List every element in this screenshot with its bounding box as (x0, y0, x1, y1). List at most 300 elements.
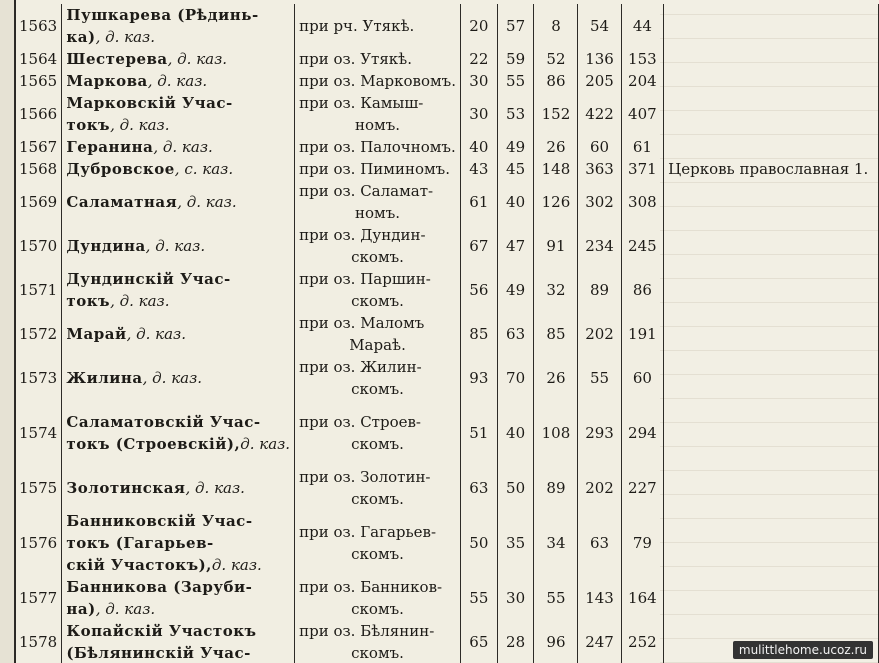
name-line (66, 70, 290, 92)
value-v3-text: 26 (546, 138, 566, 156)
value-v3 (534, 466, 578, 510)
value-v3 (534, 136, 578, 158)
name-text: Марковскій Учас- (66, 94, 233, 112)
value-v3 (534, 4, 578, 48)
table-row (15, 48, 879, 70)
value-v4 (578, 158, 621, 180)
value-v5-text: 153 (628, 50, 657, 68)
location-line: скомъ. (351, 248, 404, 266)
value-v1-text: 63 (469, 479, 489, 497)
name-text: скій Участокъ), (66, 556, 212, 574)
value-v3-text: 8 (551, 17, 561, 35)
settlement-name (62, 620, 295, 663)
name-line (66, 554, 290, 576)
settlement-type: , д. каз. (145, 237, 206, 255)
settlement-type: , д. каз. (167, 50, 228, 68)
value-v2 (497, 48, 534, 70)
value-v5-text: 227 (628, 479, 657, 497)
value-v4 (578, 224, 621, 268)
value-v5 (621, 4, 664, 48)
name-text: ка) (66, 28, 96, 46)
name-text: Дундина (66, 237, 146, 255)
name-text: токъ (Гагарьев- (66, 534, 214, 552)
value-v4-text: 54 (590, 17, 610, 35)
value-v4-text: 55 (590, 369, 610, 387)
name-text: Шестерева (66, 50, 168, 68)
value-v3-text: 52 (546, 50, 566, 68)
value-v3-text: 55 (546, 589, 566, 607)
value-v1-text: 51 (469, 424, 489, 442)
settlement-type: , д. каз. (142, 369, 203, 387)
location-line: скомъ. (351, 545, 404, 563)
value-v2-text: 49 (506, 281, 526, 299)
value-v2-text: 40 (506, 424, 526, 442)
value-v5-text: 407 (628, 105, 657, 123)
remark (664, 268, 879, 312)
value-v2 (497, 356, 534, 400)
remark (664, 356, 879, 400)
name-line (66, 510, 290, 532)
location-line: при оз. Жилин- (299, 358, 422, 376)
value-v3 (534, 224, 578, 268)
value-v2 (497, 620, 534, 663)
name-line (66, 367, 290, 389)
name-text: токъ (66, 292, 111, 310)
name-line (66, 290, 290, 312)
settlement-type: , д. каз. (177, 193, 237, 211)
value-v3-text: 85 (546, 325, 566, 343)
value-v5 (621, 180, 664, 224)
value-v3-text: 89 (546, 479, 566, 497)
remark (664, 510, 879, 576)
location-line: скомъ. (351, 600, 404, 618)
name-line (66, 235, 290, 257)
value-v3-text: 34 (546, 534, 566, 552)
row-number-value: 1564 (19, 50, 58, 68)
name-line (66, 620, 290, 642)
name-text: Золотинская (66, 479, 186, 497)
value-v1-text: 20 (469, 17, 489, 35)
name-line (66, 411, 290, 433)
name-text: на) (66, 600, 96, 618)
value-v3 (534, 92, 578, 136)
name-text: Марай (66, 325, 127, 343)
row-number (15, 92, 62, 136)
value-v5-text: 245 (628, 237, 657, 255)
value-v3 (534, 620, 578, 663)
watermark: mulittlehome.ucoz.ru (733, 641, 873, 659)
name-line (66, 477, 290, 499)
value-v2-text: 35 (506, 534, 526, 552)
row-number (15, 180, 62, 224)
remark (664, 312, 879, 356)
value-v4 (578, 48, 621, 70)
value-v1-text: 40 (469, 138, 489, 156)
value-v2 (497, 224, 534, 268)
value-v1 (460, 158, 497, 180)
row-number (15, 268, 62, 312)
value-v4 (578, 510, 621, 576)
value-v2-text: 70 (506, 369, 526, 387)
location (295, 576, 461, 620)
location-line: при оз. Паршин- (299, 270, 431, 288)
value-v1 (460, 136, 497, 158)
settlement-name (62, 180, 295, 224)
value-v3-text: 96 (546, 633, 566, 651)
remark (664, 92, 879, 136)
location (295, 400, 461, 466)
value-v2-text: 45 (506, 160, 526, 178)
row-number-value: 1569 (19, 193, 58, 211)
value-v2 (497, 576, 534, 620)
location-line: при оз. Дундин- (299, 226, 426, 244)
value-v1-text: 43 (469, 160, 489, 178)
value-v5-text: 191 (628, 325, 657, 343)
value-v4-text: 60 (590, 138, 610, 156)
table-row (15, 4, 879, 48)
value-v3 (534, 180, 578, 224)
settlement-name (62, 466, 295, 510)
name-text: Саламатная (66, 193, 178, 211)
value-v2 (497, 466, 534, 510)
value-v3-text: 148 (541, 160, 571, 178)
row-number-value: 1570 (19, 237, 58, 255)
settlement-type: , д. каз. (147, 72, 208, 90)
value-v5 (621, 466, 664, 510)
table-row (15, 136, 879, 158)
value-v2-text: 57 (506, 17, 526, 35)
settlement-type: , д. каз. (95, 600, 156, 618)
remark (664, 400, 879, 466)
value-v1 (460, 510, 497, 576)
location (295, 70, 461, 92)
value-v5 (621, 48, 664, 70)
value-v5-text: 86 (632, 281, 652, 299)
value-v3 (534, 356, 578, 400)
value-v3 (534, 268, 578, 312)
name-text: Саламатовскій Учас- (66, 413, 261, 431)
value-v2-text: 59 (506, 50, 526, 68)
value-v2-text: 30 (506, 589, 526, 607)
row-number-value: 1571 (19, 281, 58, 299)
value-v3 (534, 158, 578, 180)
remark (664, 4, 879, 48)
settlement-name (62, 356, 295, 400)
name-text: Жилина (66, 369, 143, 387)
value-v2 (497, 180, 534, 224)
remark-text: Церковь православная 1. (668, 160, 869, 178)
settlement-name (62, 576, 295, 620)
name-line (66, 433, 290, 455)
location-line: при оз. Палочномъ. (299, 138, 456, 156)
location-line: номъ. (355, 116, 401, 134)
location-line: при оз. Золотин- (299, 468, 431, 486)
settlement-name (62, 92, 295, 136)
value-v2 (497, 4, 534, 48)
value-v4 (578, 268, 621, 312)
name-text: Геранина (66, 138, 154, 156)
value-v5-text: 60 (632, 369, 652, 387)
location (295, 312, 461, 356)
value-v3-text: 26 (546, 369, 566, 387)
settlement-register-table (14, 4, 879, 663)
location-line: при оз. Пиминомъ. (299, 160, 450, 178)
value-v1-text: 65 (469, 633, 489, 651)
value-v4-text: 302 (585, 193, 614, 211)
remark (664, 158, 879, 180)
value-v2 (497, 400, 534, 466)
value-v4-text: 89 (590, 281, 610, 299)
name-line (66, 158, 290, 180)
settlement-name (62, 48, 295, 70)
value-v3-text: 32 (546, 281, 566, 299)
row-number-value: 1574 (19, 424, 58, 442)
location (295, 158, 461, 180)
value-v1-text: 93 (469, 369, 489, 387)
value-v4-text: 422 (585, 105, 614, 123)
value-v1 (460, 400, 497, 466)
location (295, 268, 461, 312)
value-v3 (534, 48, 578, 70)
settlement-name (62, 268, 295, 312)
value-v2 (497, 510, 534, 576)
location (295, 224, 461, 268)
row-number (15, 400, 62, 466)
row-number-value: 1565 (19, 72, 58, 90)
value-v2-text: 47 (506, 237, 526, 255)
row-number (15, 158, 62, 180)
value-v2 (497, 268, 534, 312)
table-row (15, 224, 879, 268)
value-v2 (497, 158, 534, 180)
location-line: при оз. Бѣлянин- (299, 622, 435, 640)
settlement-name (62, 158, 295, 180)
name-line (66, 26, 290, 48)
row-number (15, 48, 62, 70)
table-row (15, 510, 879, 576)
value-v2 (497, 92, 534, 136)
location-line: при оз. Утякѣ. (299, 50, 412, 68)
settlement-name (62, 4, 295, 48)
value-v4 (578, 400, 621, 466)
name-line (66, 114, 290, 136)
register-body (15, 4, 879, 663)
value-v4-text: 63 (590, 534, 610, 552)
row-number-value: 1575 (19, 479, 58, 497)
row-number (15, 4, 62, 48)
value-v2-text: 53 (506, 105, 526, 123)
value-v3-text: 152 (541, 105, 571, 123)
value-v3-text: 108 (541, 424, 571, 442)
value-v5 (621, 312, 664, 356)
value-v2-text: 40 (506, 193, 526, 211)
row-number (15, 466, 62, 510)
value-v1 (460, 620, 497, 663)
settlement-type: , д. каз. (110, 292, 170, 310)
location (295, 356, 461, 400)
value-v1-text: 50 (469, 534, 489, 552)
value-v4-text: 202 (585, 325, 614, 343)
value-v5 (621, 576, 664, 620)
value-v4-text: 202 (585, 479, 614, 497)
settlement-type: , д. каз. (95, 28, 156, 46)
name-text: Дундинскій Учас- (66, 270, 231, 288)
value-v3-text: 91 (546, 237, 566, 255)
name-line (66, 532, 290, 554)
value-v5-text: 371 (628, 160, 657, 178)
value-v5 (621, 620, 664, 663)
location-line: скомъ. (351, 292, 404, 310)
name-line (66, 268, 290, 290)
location-line: при оз. Маломъ (299, 314, 425, 332)
value-v1-text: 56 (469, 281, 489, 299)
name-line (66, 92, 290, 114)
row-number-value: 1578 (19, 633, 58, 651)
settlement-name (62, 224, 295, 268)
value-v1-text: 55 (469, 589, 489, 607)
name-text: Пушкарева (Рѣдинь- (66, 6, 259, 24)
value-v1 (460, 70, 497, 92)
name-text: токъ (Строевскій), (66, 435, 241, 453)
row-number (15, 510, 62, 576)
row-number-value: 1577 (19, 589, 58, 607)
value-v4 (578, 4, 621, 48)
table-row (15, 92, 879, 136)
row-number-value: 1576 (19, 534, 58, 552)
value-v5 (621, 268, 664, 312)
value-v3 (534, 576, 578, 620)
name-text: Копайскій Участокъ (66, 622, 257, 640)
name-line (66, 4, 290, 26)
row-number (15, 70, 62, 92)
table-row (15, 576, 879, 620)
value-v1 (460, 180, 497, 224)
value-v5 (621, 224, 664, 268)
row-number-value: 1573 (19, 369, 58, 387)
value-v4 (578, 70, 621, 92)
value-v2 (497, 312, 534, 356)
value-v5 (621, 356, 664, 400)
name-line (66, 642, 290, 663)
value-v5-text: 204 (628, 72, 657, 90)
location-line: номъ. (355, 204, 401, 222)
location-line: скомъ. (351, 380, 404, 398)
settlement-type: д. каз. (240, 435, 291, 453)
table-row (15, 400, 879, 466)
table-row (15, 158, 879, 180)
value-v2-text: 28 (506, 633, 526, 651)
value-v4-text: 234 (585, 237, 614, 255)
value-v4-text: 293 (585, 424, 614, 442)
remark (664, 48, 879, 70)
value-v2 (497, 136, 534, 158)
value-v4 (578, 92, 621, 136)
settlement-type: д. каз. (211, 556, 262, 574)
settlement-name (62, 70, 295, 92)
value-v1-text: 30 (469, 72, 489, 90)
value-v5 (621, 400, 664, 466)
remark (664, 180, 879, 224)
location-line: Мараѣ. (349, 336, 406, 354)
remark (664, 576, 879, 620)
value-v1 (460, 268, 497, 312)
value-v1-text: 67 (469, 237, 489, 255)
value-v4 (578, 466, 621, 510)
value-v4 (578, 576, 621, 620)
value-v3 (534, 400, 578, 466)
name-line (66, 136, 290, 158)
value-v5-text: 61 (632, 138, 652, 156)
value-v5 (621, 158, 664, 180)
remark (664, 224, 879, 268)
settlement-name (62, 136, 295, 158)
value-v5-text: 44 (632, 17, 652, 35)
value-v3 (534, 510, 578, 576)
value-v2-text: 55 (506, 72, 526, 90)
value-v5 (621, 510, 664, 576)
row-number-value: 1568 (19, 160, 58, 178)
value-v5 (621, 70, 664, 92)
settlement-name (62, 400, 295, 466)
table-row (15, 180, 879, 224)
table-row (15, 312, 879, 356)
value-v1 (460, 224, 497, 268)
settlement-type: , д. каз. (153, 138, 213, 156)
value-v1-text: 61 (469, 193, 489, 211)
name-line (66, 48, 290, 70)
name-line (66, 576, 290, 598)
row-number (15, 356, 62, 400)
settlement-type: , д. каз. (126, 325, 187, 343)
row-number-value: 1572 (19, 325, 58, 343)
value-v4-text: 205 (585, 72, 614, 90)
remark (664, 70, 879, 92)
value-v4-text: 143 (585, 589, 614, 607)
table-row (15, 70, 879, 92)
row-number-value: 1567 (19, 138, 58, 156)
value-v2-text: 63 (506, 325, 526, 343)
remark (664, 136, 879, 158)
settlement-name (62, 312, 295, 356)
settlement-name (62, 510, 295, 576)
table-row (15, 466, 879, 510)
row-number (15, 224, 62, 268)
value-v5-text: 164 (628, 589, 657, 607)
value-v4 (578, 356, 621, 400)
value-v4 (578, 312, 621, 356)
settlement-type: , д. каз. (185, 479, 245, 497)
value-v1 (460, 4, 497, 48)
location (295, 466, 461, 510)
name-text: (Бѣлянинскій Учас- (66, 644, 251, 662)
location (295, 4, 461, 48)
location-line: скомъ. (351, 644, 404, 662)
value-v1 (460, 576, 497, 620)
row-number (15, 136, 62, 158)
value-v4-text: 136 (585, 50, 614, 68)
value-v5-text: 308 (628, 193, 657, 211)
value-v1-text: 22 (469, 50, 489, 68)
location-line: при оз. Банников- (299, 578, 443, 596)
value-v2-text: 49 (506, 138, 526, 156)
value-v1 (460, 48, 497, 70)
value-v4 (578, 620, 621, 663)
location-line: скомъ. (351, 435, 404, 453)
location (295, 136, 461, 158)
location (295, 620, 461, 663)
value-v2-text: 50 (506, 479, 526, 497)
name-text: Дубровское (66, 160, 175, 178)
